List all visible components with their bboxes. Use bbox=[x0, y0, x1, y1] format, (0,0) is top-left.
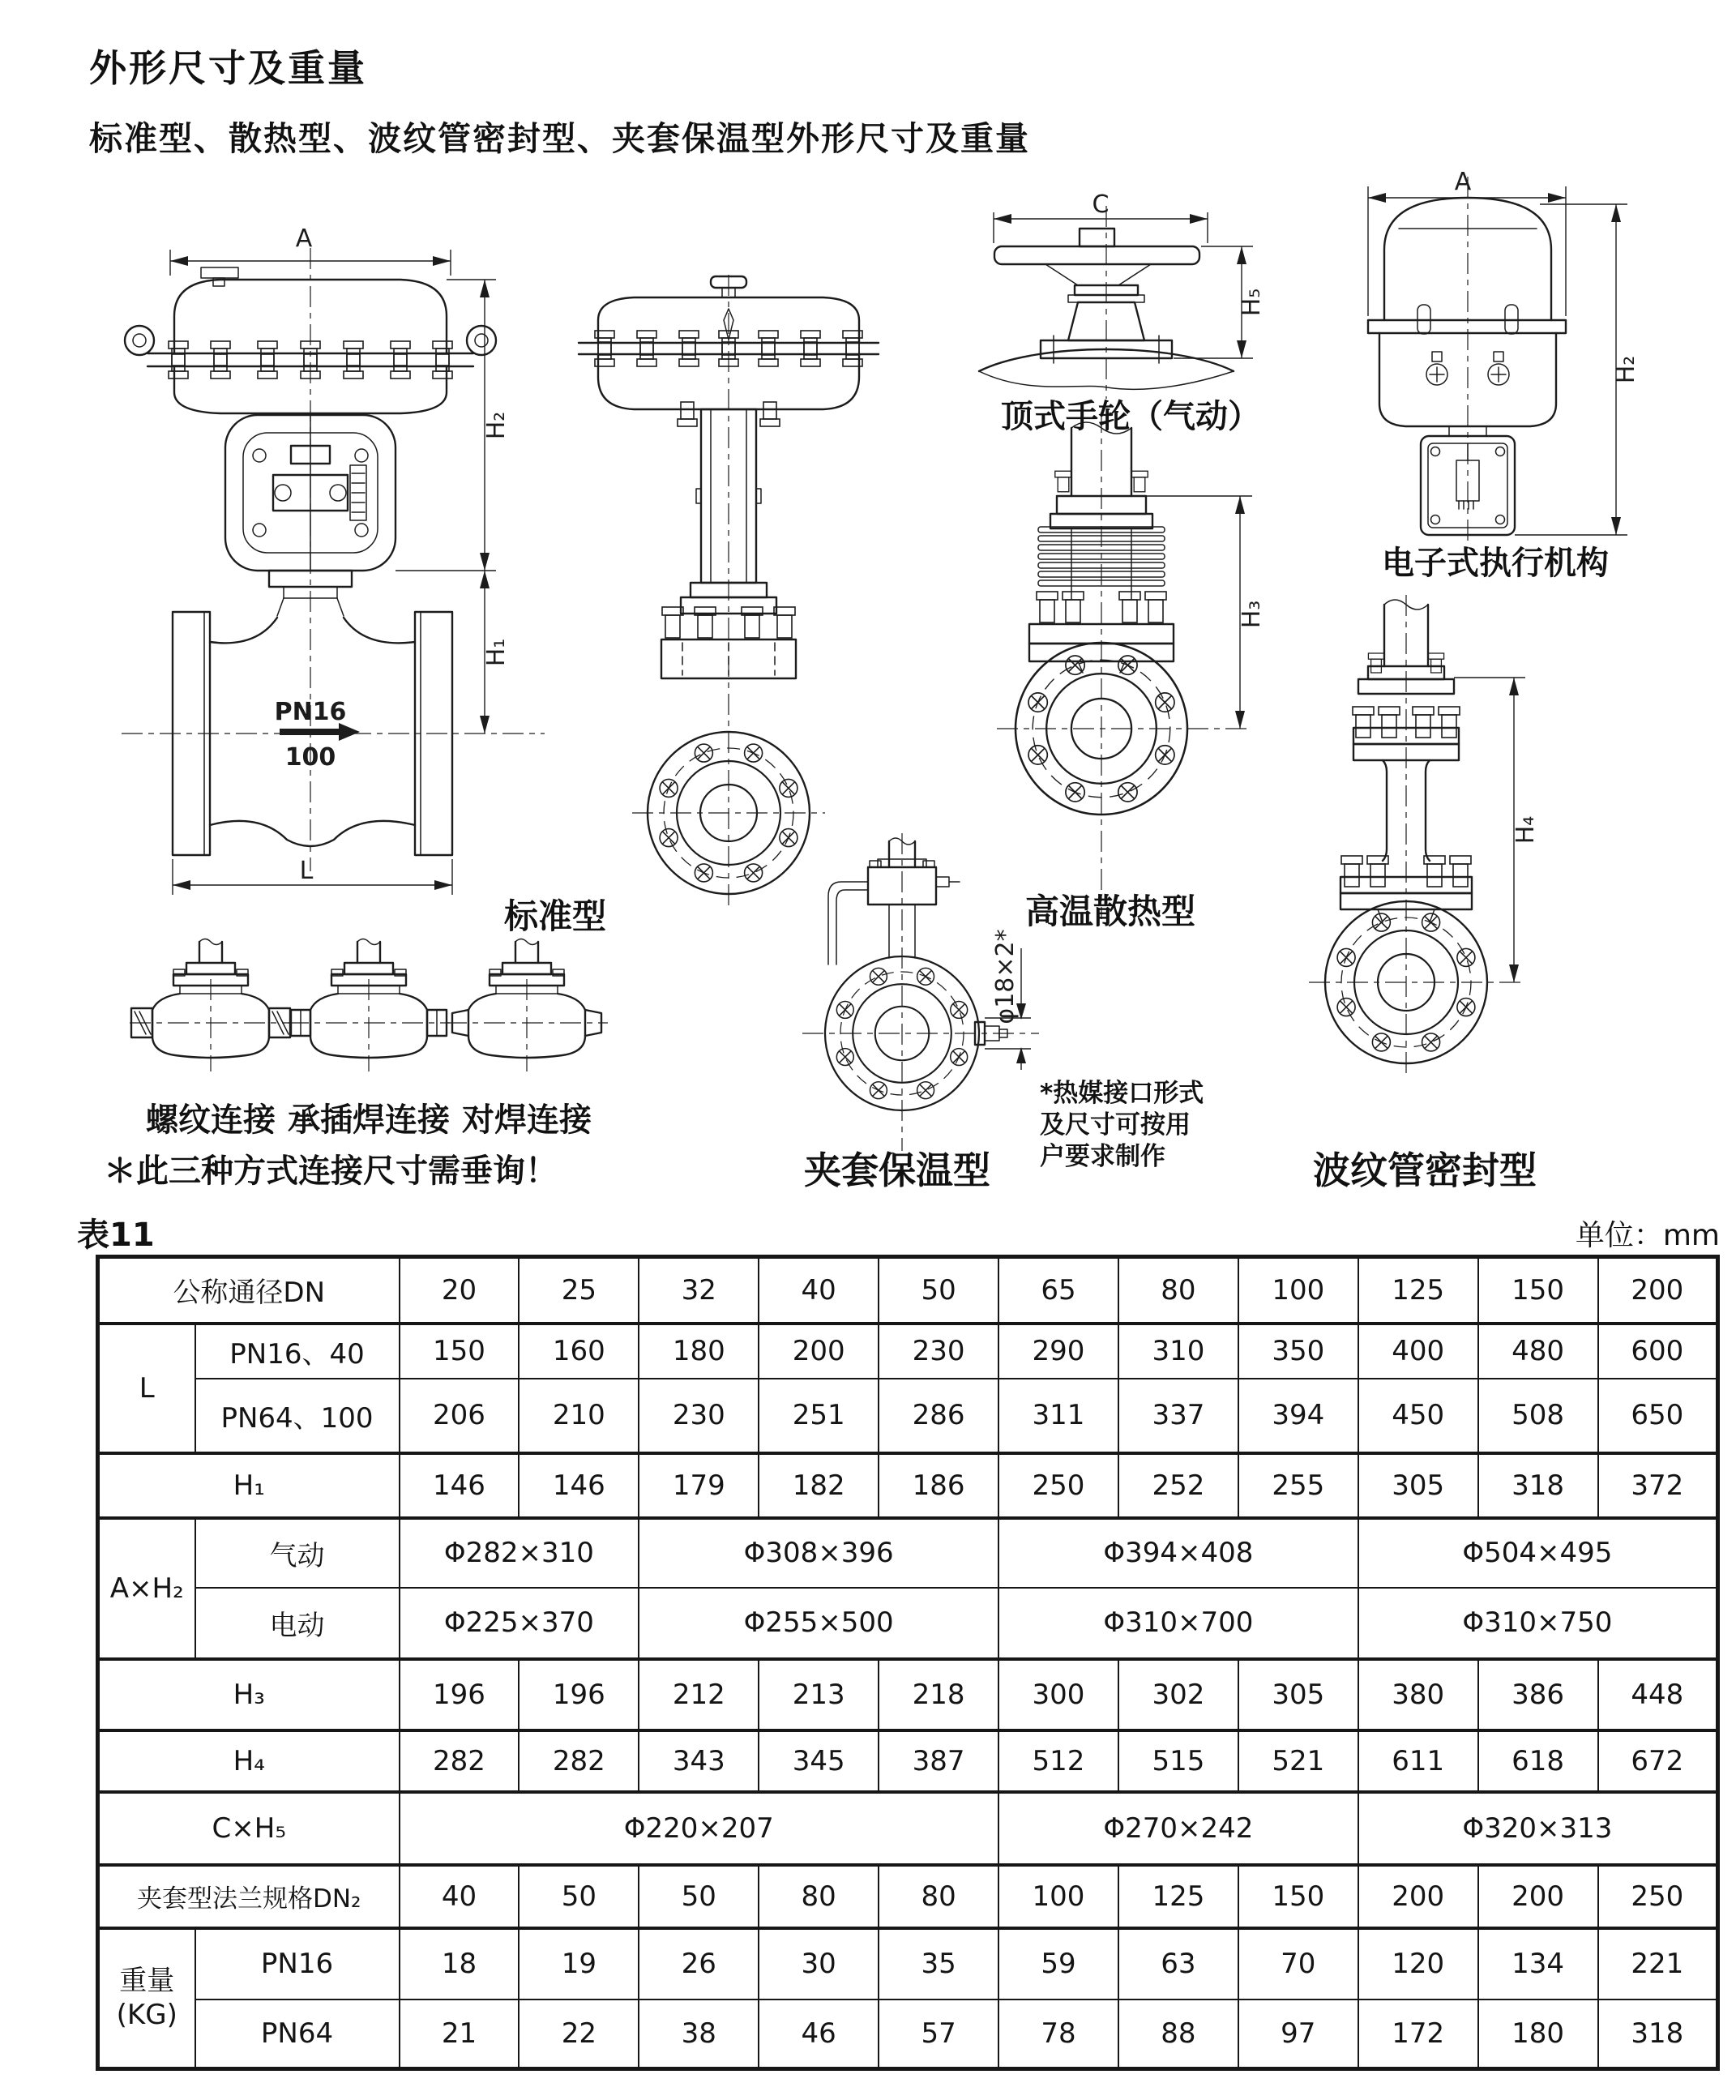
value-cell: 146 bbox=[519, 1453, 639, 1518]
value-cell: 508 bbox=[1478, 1379, 1598, 1453]
value-cell: 345 bbox=[759, 1730, 879, 1792]
dn-cell: 40 bbox=[759, 1257, 879, 1324]
value-cell: Φ308×396 bbox=[639, 1518, 998, 1588]
value-cell: Φ282×310 bbox=[400, 1518, 639, 1588]
row-dn bbox=[98, 1257, 1718, 1324]
caption-heat-dissipation-type: 高温散热型 bbox=[1024, 892, 1195, 931]
value-cell: 80 bbox=[879, 1865, 998, 1928]
caption-butt-weld-connection: 对焊连接 bbox=[462, 1101, 592, 1139]
caption-standard-type: 标准型 bbox=[503, 896, 606, 936]
dim-label-h1: H₁ bbox=[482, 638, 511, 667]
value-cell: 46 bbox=[759, 1999, 879, 2069]
value-cell: 252 bbox=[1118, 1453, 1238, 1518]
row-label-dn2: 夹套型法兰规格DN₂ bbox=[98, 1865, 400, 1928]
value-cell: 150 bbox=[1238, 1865, 1358, 1928]
value-cell: 230 bbox=[879, 1324, 998, 1379]
value-cell: 305 bbox=[1358, 1453, 1478, 1518]
row-h3 bbox=[98, 1659, 1718, 1730]
row-label-l: L bbox=[98, 1324, 195, 1453]
value-cell: 100 bbox=[998, 1865, 1118, 1928]
row-h4 bbox=[98, 1730, 1718, 1792]
page-subtitle: 标准型、散热型、波纹管密封型、夹套保温型外形尺寸及重量 bbox=[89, 119, 1030, 158]
dimensions-table bbox=[96, 1255, 1720, 2071]
table-title: 表11 bbox=[77, 1217, 155, 1254]
dn-cell: 20 bbox=[400, 1257, 520, 1324]
value-cell: Φ310×750 bbox=[1358, 1588, 1718, 1659]
value-cell: 305 bbox=[1238, 1659, 1358, 1730]
value-cell: 212 bbox=[639, 1659, 759, 1730]
dn-cell: 50 bbox=[879, 1257, 998, 1324]
value-cell: 160 bbox=[519, 1324, 639, 1379]
row-l-pn16 bbox=[98, 1324, 1718, 1379]
body-mark-dn: 100 bbox=[284, 743, 336, 772]
value-cell: 343 bbox=[639, 1730, 759, 1792]
dim-label-h2: H₂ bbox=[482, 411, 511, 440]
value-cell: 26 bbox=[639, 1928, 759, 1999]
value-cell: 80 bbox=[759, 1865, 879, 1928]
value-cell: 210 bbox=[519, 1379, 639, 1453]
value-cell: 200 bbox=[1358, 1865, 1478, 1928]
row-axh2-electric bbox=[98, 1588, 1718, 1659]
value-cell: 521 bbox=[1238, 1730, 1358, 1792]
value-cell: 302 bbox=[1118, 1659, 1238, 1730]
value-cell: 318 bbox=[1478, 1453, 1598, 1518]
value-cell: 387 bbox=[879, 1730, 998, 1792]
value-cell: 218 bbox=[879, 1659, 998, 1730]
value-cell: 78 bbox=[998, 1999, 1118, 2069]
value-cell: 221 bbox=[1598, 1928, 1718, 1999]
value-cell: 512 bbox=[998, 1730, 1118, 1792]
dn-cell: 32 bbox=[639, 1257, 759, 1324]
value-cell: 196 bbox=[400, 1659, 520, 1730]
row-sublabel-pn64: PN64 bbox=[195, 1999, 400, 2069]
bellows-sealed-type-drawing bbox=[1264, 592, 1605, 1118]
value-cell: 600 bbox=[1598, 1324, 1718, 1379]
caption-socket-weld-connection: 承插焊连接 bbox=[288, 1101, 450, 1139]
row-cxh5 bbox=[98, 1792, 1718, 1865]
value-cell: 70 bbox=[1238, 1928, 1358, 1999]
value-cell: 310 bbox=[1118, 1324, 1238, 1379]
caption-electronic-actuator: 电子式执行机构 bbox=[1382, 545, 1609, 582]
dim-label-h5: H₅ bbox=[1238, 288, 1266, 317]
row-label-dn: 公称通径DN bbox=[98, 1257, 400, 1324]
value-cell: 186 bbox=[879, 1453, 998, 1518]
value-cell: 282 bbox=[400, 1730, 520, 1792]
standard-type-front-view-drawing bbox=[551, 272, 924, 912]
value-cell: 179 bbox=[639, 1453, 759, 1518]
value-cell: 50 bbox=[519, 1865, 639, 1928]
value-cell: Φ255×500 bbox=[639, 1588, 998, 1659]
value-cell: 290 bbox=[998, 1324, 1118, 1379]
row-label-cxh5: C×H₅ bbox=[98, 1792, 400, 1865]
standard-type-drawing bbox=[97, 195, 567, 908]
connections-note: ＊此三种方式连接尺寸需垂询！ bbox=[104, 1153, 558, 1190]
value-cell: 182 bbox=[759, 1453, 879, 1518]
weight-unit-label: (KG) bbox=[116, 1999, 177, 2032]
value-cell: 255 bbox=[1238, 1453, 1358, 1518]
value-cell: 18 bbox=[400, 1928, 520, 1999]
dn-cell: 80 bbox=[1118, 1257, 1238, 1324]
value-cell: 372 bbox=[1598, 1453, 1718, 1518]
dn-cell: 125 bbox=[1358, 1257, 1478, 1324]
value-cell: 311 bbox=[998, 1379, 1118, 1453]
row-label-weight bbox=[98, 1928, 195, 2069]
value-cell: 35 bbox=[879, 1928, 998, 1999]
dimensions-table-wrap bbox=[96, 1255, 1720, 2071]
dim-label-a: A bbox=[1454, 168, 1472, 196]
value-cell: 386 bbox=[1478, 1659, 1598, 1730]
socket-weld-connection-drawing bbox=[280, 932, 458, 1102]
value-cell: 337 bbox=[1118, 1379, 1238, 1453]
dn-cell: 100 bbox=[1238, 1257, 1358, 1324]
row-dn2 bbox=[98, 1865, 1718, 1928]
value-cell: 400 bbox=[1358, 1324, 1478, 1379]
row-weight-pn64 bbox=[98, 1999, 1718, 2069]
dim-label-phi: φ18×2* bbox=[991, 929, 1020, 1024]
value-cell: 172 bbox=[1358, 1999, 1478, 2069]
value-cell: 59 bbox=[998, 1928, 1118, 1999]
value-cell: 38 bbox=[639, 1999, 759, 2069]
value-cell: 196 bbox=[519, 1659, 639, 1730]
electronic-actuator-drawing bbox=[1337, 162, 1718, 567]
value-cell: 63 bbox=[1118, 1928, 1238, 1999]
value-cell: 448 bbox=[1598, 1659, 1718, 1730]
value-cell: 286 bbox=[879, 1379, 998, 1453]
value-cell: 146 bbox=[400, 1453, 520, 1518]
table-unit: 单位：mm bbox=[1575, 1219, 1720, 1252]
value-cell: 250 bbox=[998, 1453, 1118, 1518]
caption-top-handwheel: 顶式手轮（气动） bbox=[1001, 398, 1260, 435]
page-title: 外形尺寸及重量 bbox=[89, 46, 367, 90]
row-weight-pn16 bbox=[98, 1928, 1718, 1999]
value-cell: 672 bbox=[1598, 1730, 1718, 1792]
caption-bellows-type: 波纹管密封型 bbox=[1313, 1148, 1537, 1192]
row-sublabel-electric: 电动 bbox=[195, 1588, 400, 1659]
body-mark-pn: PN16 bbox=[274, 698, 347, 726]
value-cell: 251 bbox=[759, 1379, 879, 1453]
row-label-h4: H₄ bbox=[98, 1730, 400, 1792]
value-cell: Φ310×700 bbox=[998, 1588, 1358, 1659]
caption-threaded-connection: 螺纹连接 bbox=[146, 1101, 276, 1139]
value-cell: Φ394×408 bbox=[998, 1518, 1358, 1588]
dim-label-c: C bbox=[1092, 190, 1110, 219]
jacket-note-line3: 户要求制作 bbox=[1040, 1142, 1165, 1171]
row-l-pn64 bbox=[98, 1379, 1718, 1453]
jacket-note-line2: 及尺寸可按用 bbox=[1040, 1110, 1191, 1140]
dim-label-l: L bbox=[299, 857, 314, 885]
value-cell: 618 bbox=[1478, 1730, 1598, 1792]
value-cell: 350 bbox=[1238, 1324, 1358, 1379]
value-cell: 180 bbox=[1478, 1999, 1598, 2069]
value-cell: 120 bbox=[1358, 1928, 1478, 1999]
value-cell: 213 bbox=[759, 1659, 879, 1730]
dim-label-h3: H₃ bbox=[1238, 600, 1266, 629]
value-cell: 97 bbox=[1238, 1999, 1358, 2069]
value-cell: 650 bbox=[1598, 1379, 1718, 1453]
jacket-note bbox=[1040, 1078, 1204, 1173]
row-label-axh2: A×H₂ bbox=[98, 1518, 195, 1659]
value-cell: 30 bbox=[759, 1928, 879, 1999]
value-cell: 21 bbox=[400, 1999, 520, 2069]
butt-weld-connection-drawing bbox=[438, 932, 616, 1102]
value-cell: 19 bbox=[519, 1928, 639, 1999]
value-cell: 230 bbox=[639, 1379, 759, 1453]
value-cell: 57 bbox=[879, 1999, 998, 2069]
caption-jacket-type: 夹套保温型 bbox=[804, 1148, 990, 1192]
value-cell: 300 bbox=[998, 1659, 1118, 1730]
threaded-connection-drawing bbox=[122, 932, 300, 1102]
row-sublabel-pn16-40: PN16、40 bbox=[195, 1324, 400, 1379]
dn-cell: 200 bbox=[1598, 1257, 1718, 1324]
value-cell: 200 bbox=[759, 1324, 879, 1379]
dim-label-a: A bbox=[295, 225, 313, 253]
value-cell: Φ270×242 bbox=[998, 1792, 1358, 1865]
value-cell: 180 bbox=[639, 1324, 759, 1379]
value-cell: 515 bbox=[1118, 1730, 1238, 1792]
value-cell: Φ320×313 bbox=[1358, 1792, 1718, 1865]
value-cell: 200 bbox=[1478, 1865, 1598, 1928]
weight-label: 重量 bbox=[119, 1964, 175, 1997]
row-sublabel-pn64-100: PN64、100 bbox=[195, 1379, 400, 1453]
value-cell: Φ220×207 bbox=[400, 1792, 999, 1865]
value-cell: 40 bbox=[400, 1865, 520, 1928]
value-cell: 50 bbox=[639, 1865, 759, 1928]
row-axh2-pneumatic bbox=[98, 1518, 1718, 1588]
value-cell: Φ504×495 bbox=[1358, 1518, 1718, 1588]
value-cell: 318 bbox=[1598, 1999, 1718, 2069]
value-cell: 480 bbox=[1478, 1324, 1598, 1379]
row-label-h3: H₃ bbox=[98, 1659, 400, 1730]
dn-cell: 25 bbox=[519, 1257, 639, 1324]
value-cell: 611 bbox=[1358, 1730, 1478, 1792]
dim-label-h4: H₄ bbox=[1512, 815, 1540, 845]
row-sublabel-pn16: PN16 bbox=[195, 1928, 400, 1999]
value-cell: 450 bbox=[1358, 1379, 1478, 1453]
value-cell: 22 bbox=[519, 1999, 639, 2069]
row-h1 bbox=[98, 1453, 1718, 1518]
jacket-note-line1: *热媒接口形式 bbox=[1040, 1079, 1204, 1108]
value-cell: 206 bbox=[400, 1379, 520, 1453]
value-cell: Φ225×370 bbox=[400, 1588, 639, 1659]
top-handwheel-drawing bbox=[956, 186, 1281, 421]
value-cell: 394 bbox=[1238, 1379, 1358, 1453]
row-label-h1: H₁ bbox=[98, 1453, 400, 1518]
dn-cell: 150 bbox=[1478, 1257, 1598, 1324]
value-cell: 88 bbox=[1118, 1999, 1238, 2069]
value-cell: 125 bbox=[1118, 1865, 1238, 1928]
dim-label-h2: H₂ bbox=[1612, 355, 1640, 384]
dn-cell: 65 bbox=[998, 1257, 1118, 1324]
value-cell: 380 bbox=[1358, 1659, 1478, 1730]
value-cell: 282 bbox=[519, 1730, 639, 1792]
row-sublabel-pneumatic: 气动 bbox=[195, 1518, 400, 1588]
value-cell: 250 bbox=[1598, 1865, 1718, 1928]
value-cell: 150 bbox=[400, 1324, 520, 1379]
value-cell: 134 bbox=[1478, 1928, 1598, 1999]
